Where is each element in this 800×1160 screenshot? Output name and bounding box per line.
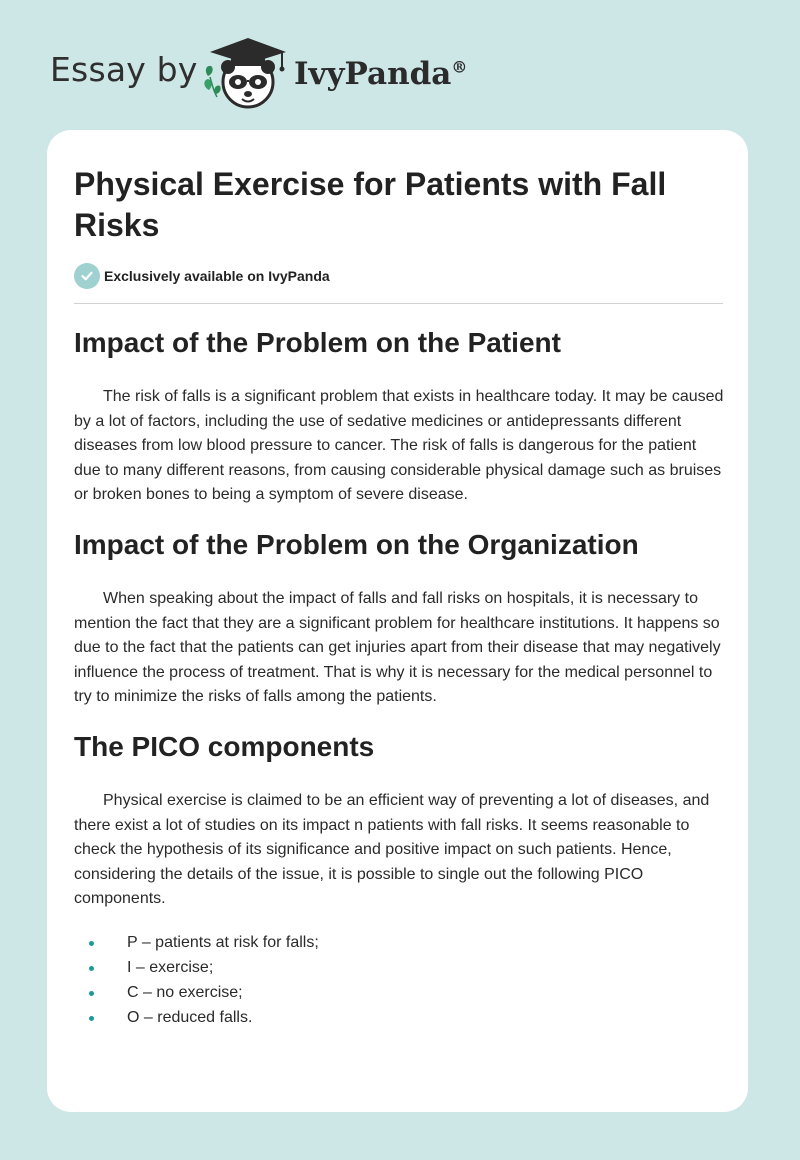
section-paragraph-pico: Physical exercise is claimed to be an efficient way of preventing a lot of diseases, and there exist a lot of studies on its impact n patients with fall risks. It seems reasonable to check the hypothesis of its significance and positive impact on such patients. Hence, considering the details of the issue, it is possible to single out the following PICO components. xyxy=(74,792,710,908)
list-item xyxy=(74,956,319,981)
essay-by-label: Essay by xyxy=(50,50,198,89)
list-item-text: I – exercise; xyxy=(127,959,214,976)
bullet-dot-icon xyxy=(89,941,94,946)
title-divider xyxy=(74,303,723,304)
pico-list xyxy=(74,931,319,1031)
ivy-leaf-icon xyxy=(204,66,220,97)
list-item-text: O – reduced falls. xyxy=(127,1009,253,1026)
registered-mark: ® xyxy=(451,57,468,77)
panda-logo-icon xyxy=(200,34,290,110)
checkmark-icon xyxy=(80,269,94,283)
list-item-text: C – no exercise; xyxy=(127,984,243,1001)
exclusive-badge xyxy=(74,263,330,289)
site-header xyxy=(0,0,800,130)
list-item xyxy=(74,981,319,1006)
list-item-text: P – patients at risk for falls; xyxy=(127,934,319,951)
brand-label: IvyPanda xyxy=(294,56,452,92)
bullet-dot-icon xyxy=(89,991,94,996)
section-heading-patient: Impact of the Problem on the Patient xyxy=(74,327,561,358)
list-item xyxy=(74,1006,319,1031)
section-heading-organization: Impact of the Problem on the Organization xyxy=(74,529,639,560)
section-paragraph-patient: The risk of falls is a significant problem that exists in healthcare today. It may be caused by a lot of factors, including the use of sedative medicines or antidepressants different diseases from low blood pressure to cancer. The risk of falls is dangerous for the patient due to many different reasons, from causing considerable physical damage such as bruises or broken bones to being a symptom of severe disease. xyxy=(74,388,724,504)
list-item xyxy=(74,931,319,956)
article-card xyxy=(47,130,748,1112)
section-paragraph-organization: When speaking about the impact of falls and fall risks on hospitals, it is necessary to mention the fact that they are a significant problem for healthcare institutions. It happens so due to the fact that the patients can get injuries apart from their disease that may negatively influence the process of treatment. That is why it is necessary for the medical personnel to try to minimize the risks of falls among the patients. xyxy=(74,590,721,706)
page-title: Physical Exercise for Patients with Fall Risks xyxy=(74,166,667,243)
brand-name xyxy=(294,56,467,92)
section-heading-pico: The PICO components xyxy=(74,731,375,762)
exclusive-badge-text: Exclusively available on IvyPanda xyxy=(104,268,330,284)
check-circle-icon xyxy=(74,263,100,289)
bullet-dot-icon xyxy=(89,966,94,971)
bullet-dot-icon xyxy=(89,1016,94,1021)
